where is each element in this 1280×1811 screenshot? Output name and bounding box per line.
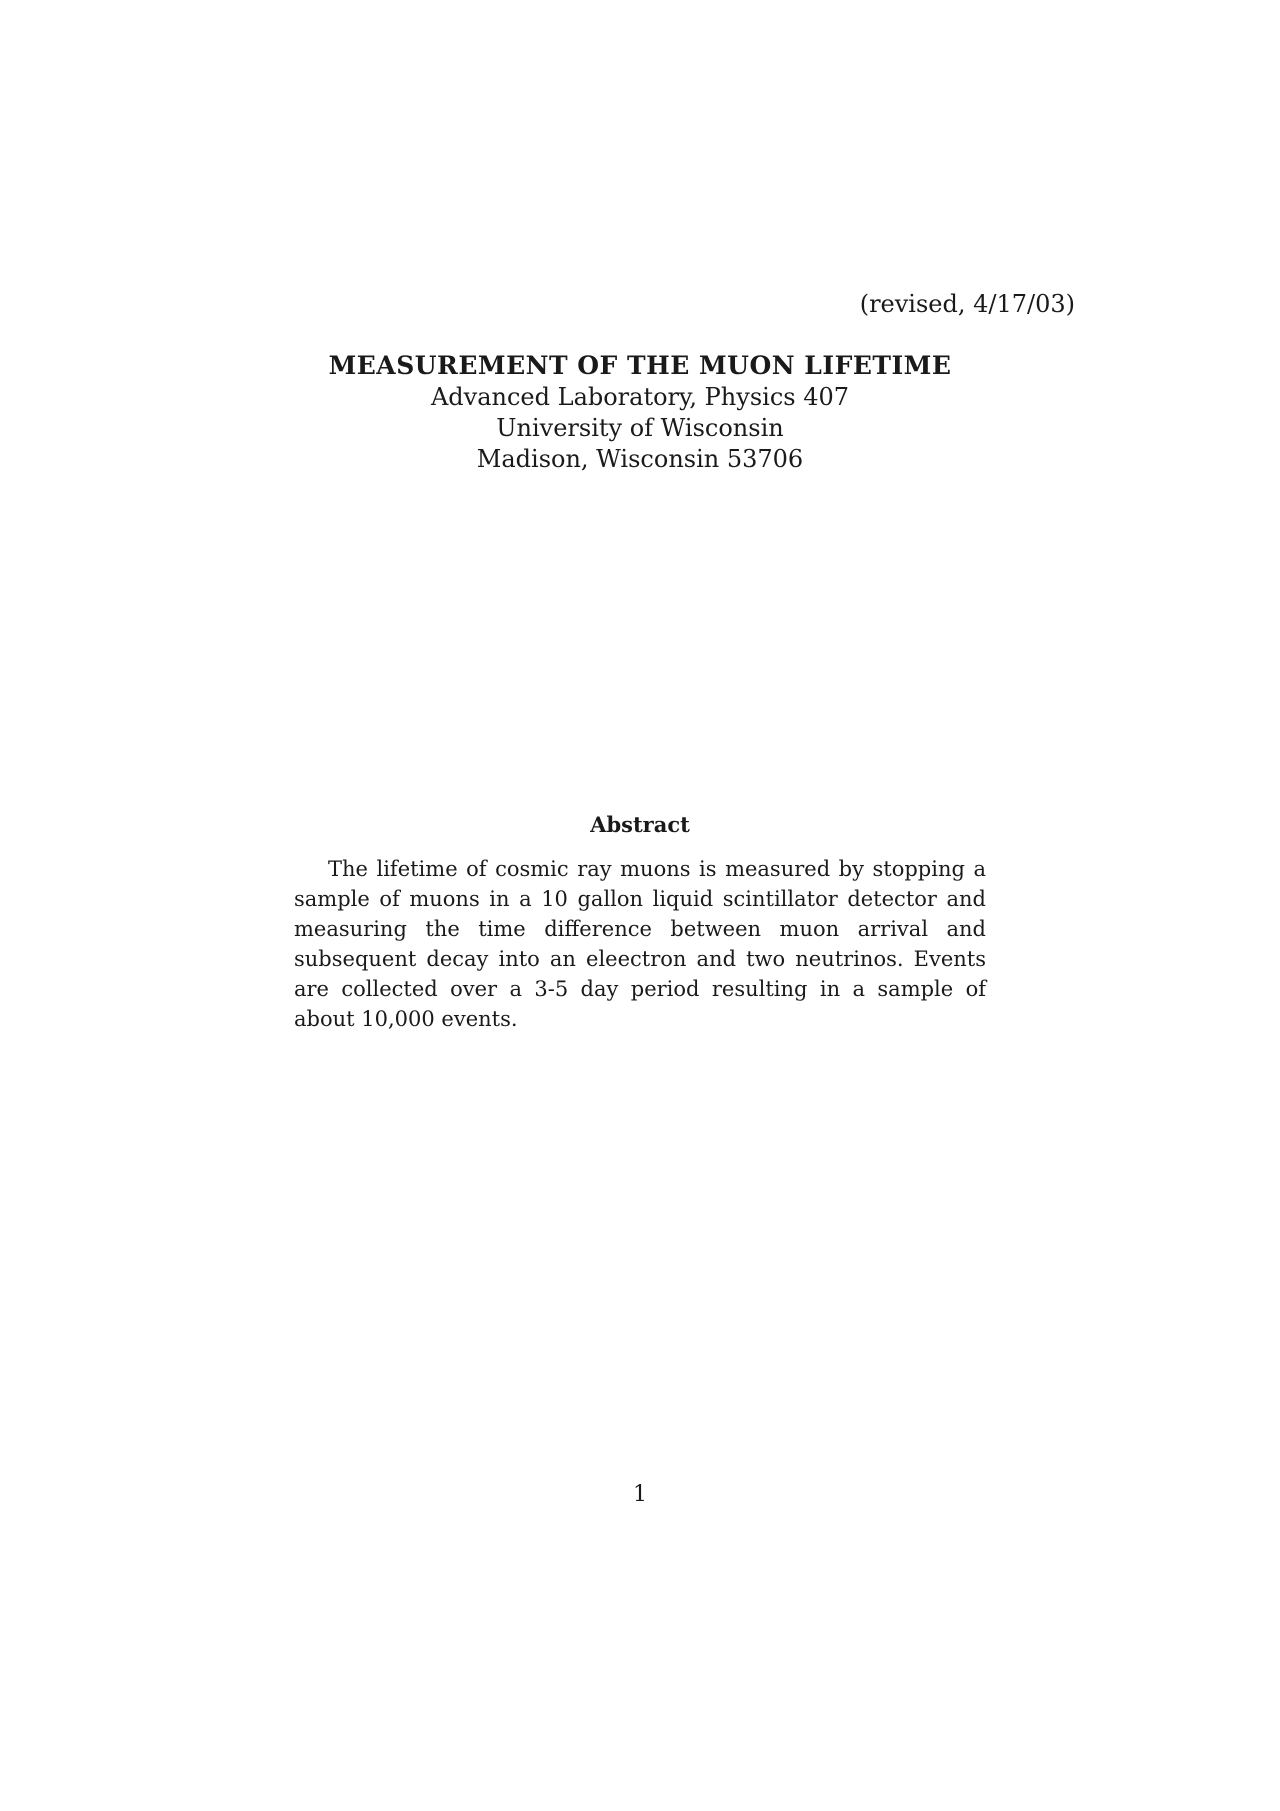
affiliation-department: Advanced Laboratory, Physics 407 xyxy=(430,383,850,411)
title-block xyxy=(0,350,1280,475)
abstract-body: The lifetime of cosmic ray muons is measured by stopping a sample of muons in a 10 gallon liquid scintillator detector and measuring the time difference between muon arrival and subsequent decay into an eleectron and two neutrinos. Events are collected over a 3-5 day period resulting in a sample of about 10,000 events. xyxy=(294,857,986,1031)
page-number: 1 xyxy=(633,1482,647,1507)
abstract-heading: Abstract xyxy=(590,812,690,837)
paper-title: MEASUREMENT OF THE MUON LIFETIME xyxy=(328,351,952,380)
affiliation-university: University of Wisconsin xyxy=(496,414,784,442)
affiliation-address: Madison, Wisconsin 53706 xyxy=(476,445,804,473)
revision-date: (revised, 4/17/03) xyxy=(859,290,1075,318)
